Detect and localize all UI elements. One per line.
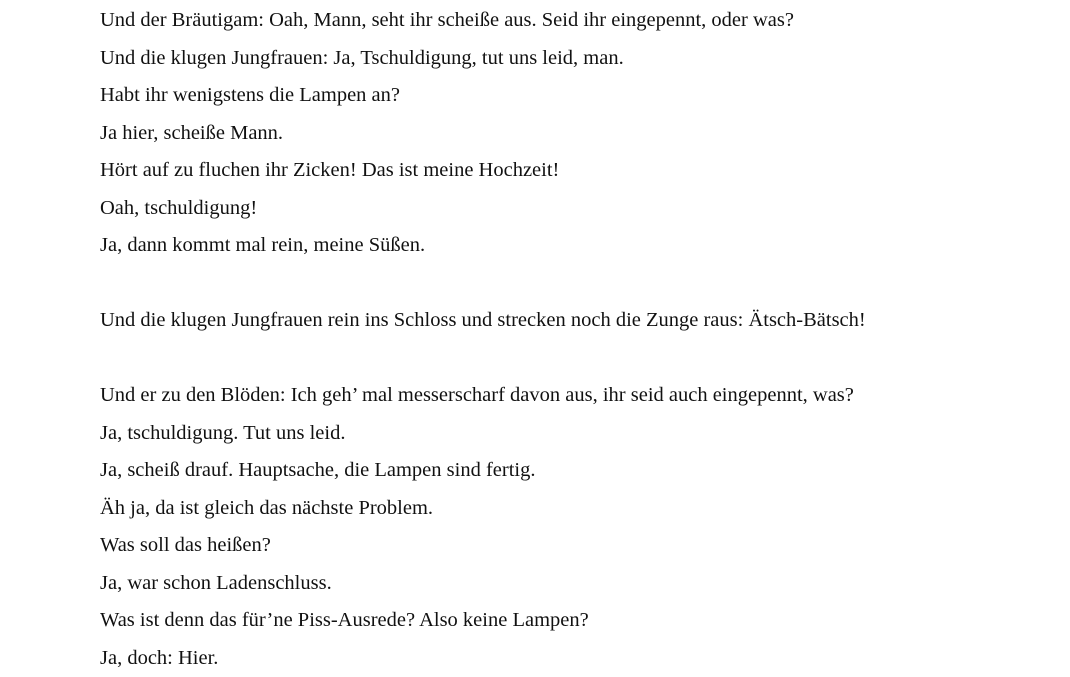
text-line: Und die klugen Jungfrauen: Ja, Tschuldigung, tut uns leid, man. — [100, 40, 1050, 78]
text-line: Ja hier, scheiße Mann. — [100, 115, 1050, 153]
text-line: Was ist denn das für’ne Piss-Ausrede? Also keine Lampen? — [100, 602, 1050, 640]
blank-line — [100, 265, 1050, 303]
document-text — [100, 2, 1050, 677]
text-line: Habt ihr wenigstens die Lampen an? — [100, 77, 1050, 115]
text-line: Äh ja, da ist gleich das nächste Problem. — [100, 490, 1050, 528]
text-line: Ja, tschuldigung. Tut uns leid. — [100, 415, 1050, 453]
text-line: Ja, doch: Hier. — [100, 640, 1050, 677]
text-line: Was soll das heißen? — [100, 527, 1050, 565]
text-line: Und die klugen Jungfrauen rein ins Schloss und strecken noch die Zunge raus: Ätsch-Bätsch! — [100, 302, 1050, 340]
text-line: Hört auf zu fluchen ihr Zicken! Das ist meine Hochzeit! — [100, 152, 1050, 190]
blank-line — [100, 340, 1050, 378]
text-line: Oah, tschuldigung! — [100, 190, 1050, 228]
text-line: Ja, dann kommt mal rein, meine Süßen. — [100, 227, 1050, 265]
text-line: Und der Bräutigam: Oah, Mann, seht ihr scheiße aus. Seid ihr eingepennt, oder was? — [100, 2, 1050, 40]
text-line: Ja, war schon Ladenschluss. — [100, 565, 1050, 603]
text-line: Und er zu den Blöden: Ich geh’ mal messerscharf davon aus, ihr seid auch eingepennt, was? — [100, 377, 1050, 415]
text-line: Ja, scheiß drauf. Hauptsache, die Lampen sind fertig. — [100, 452, 1050, 490]
